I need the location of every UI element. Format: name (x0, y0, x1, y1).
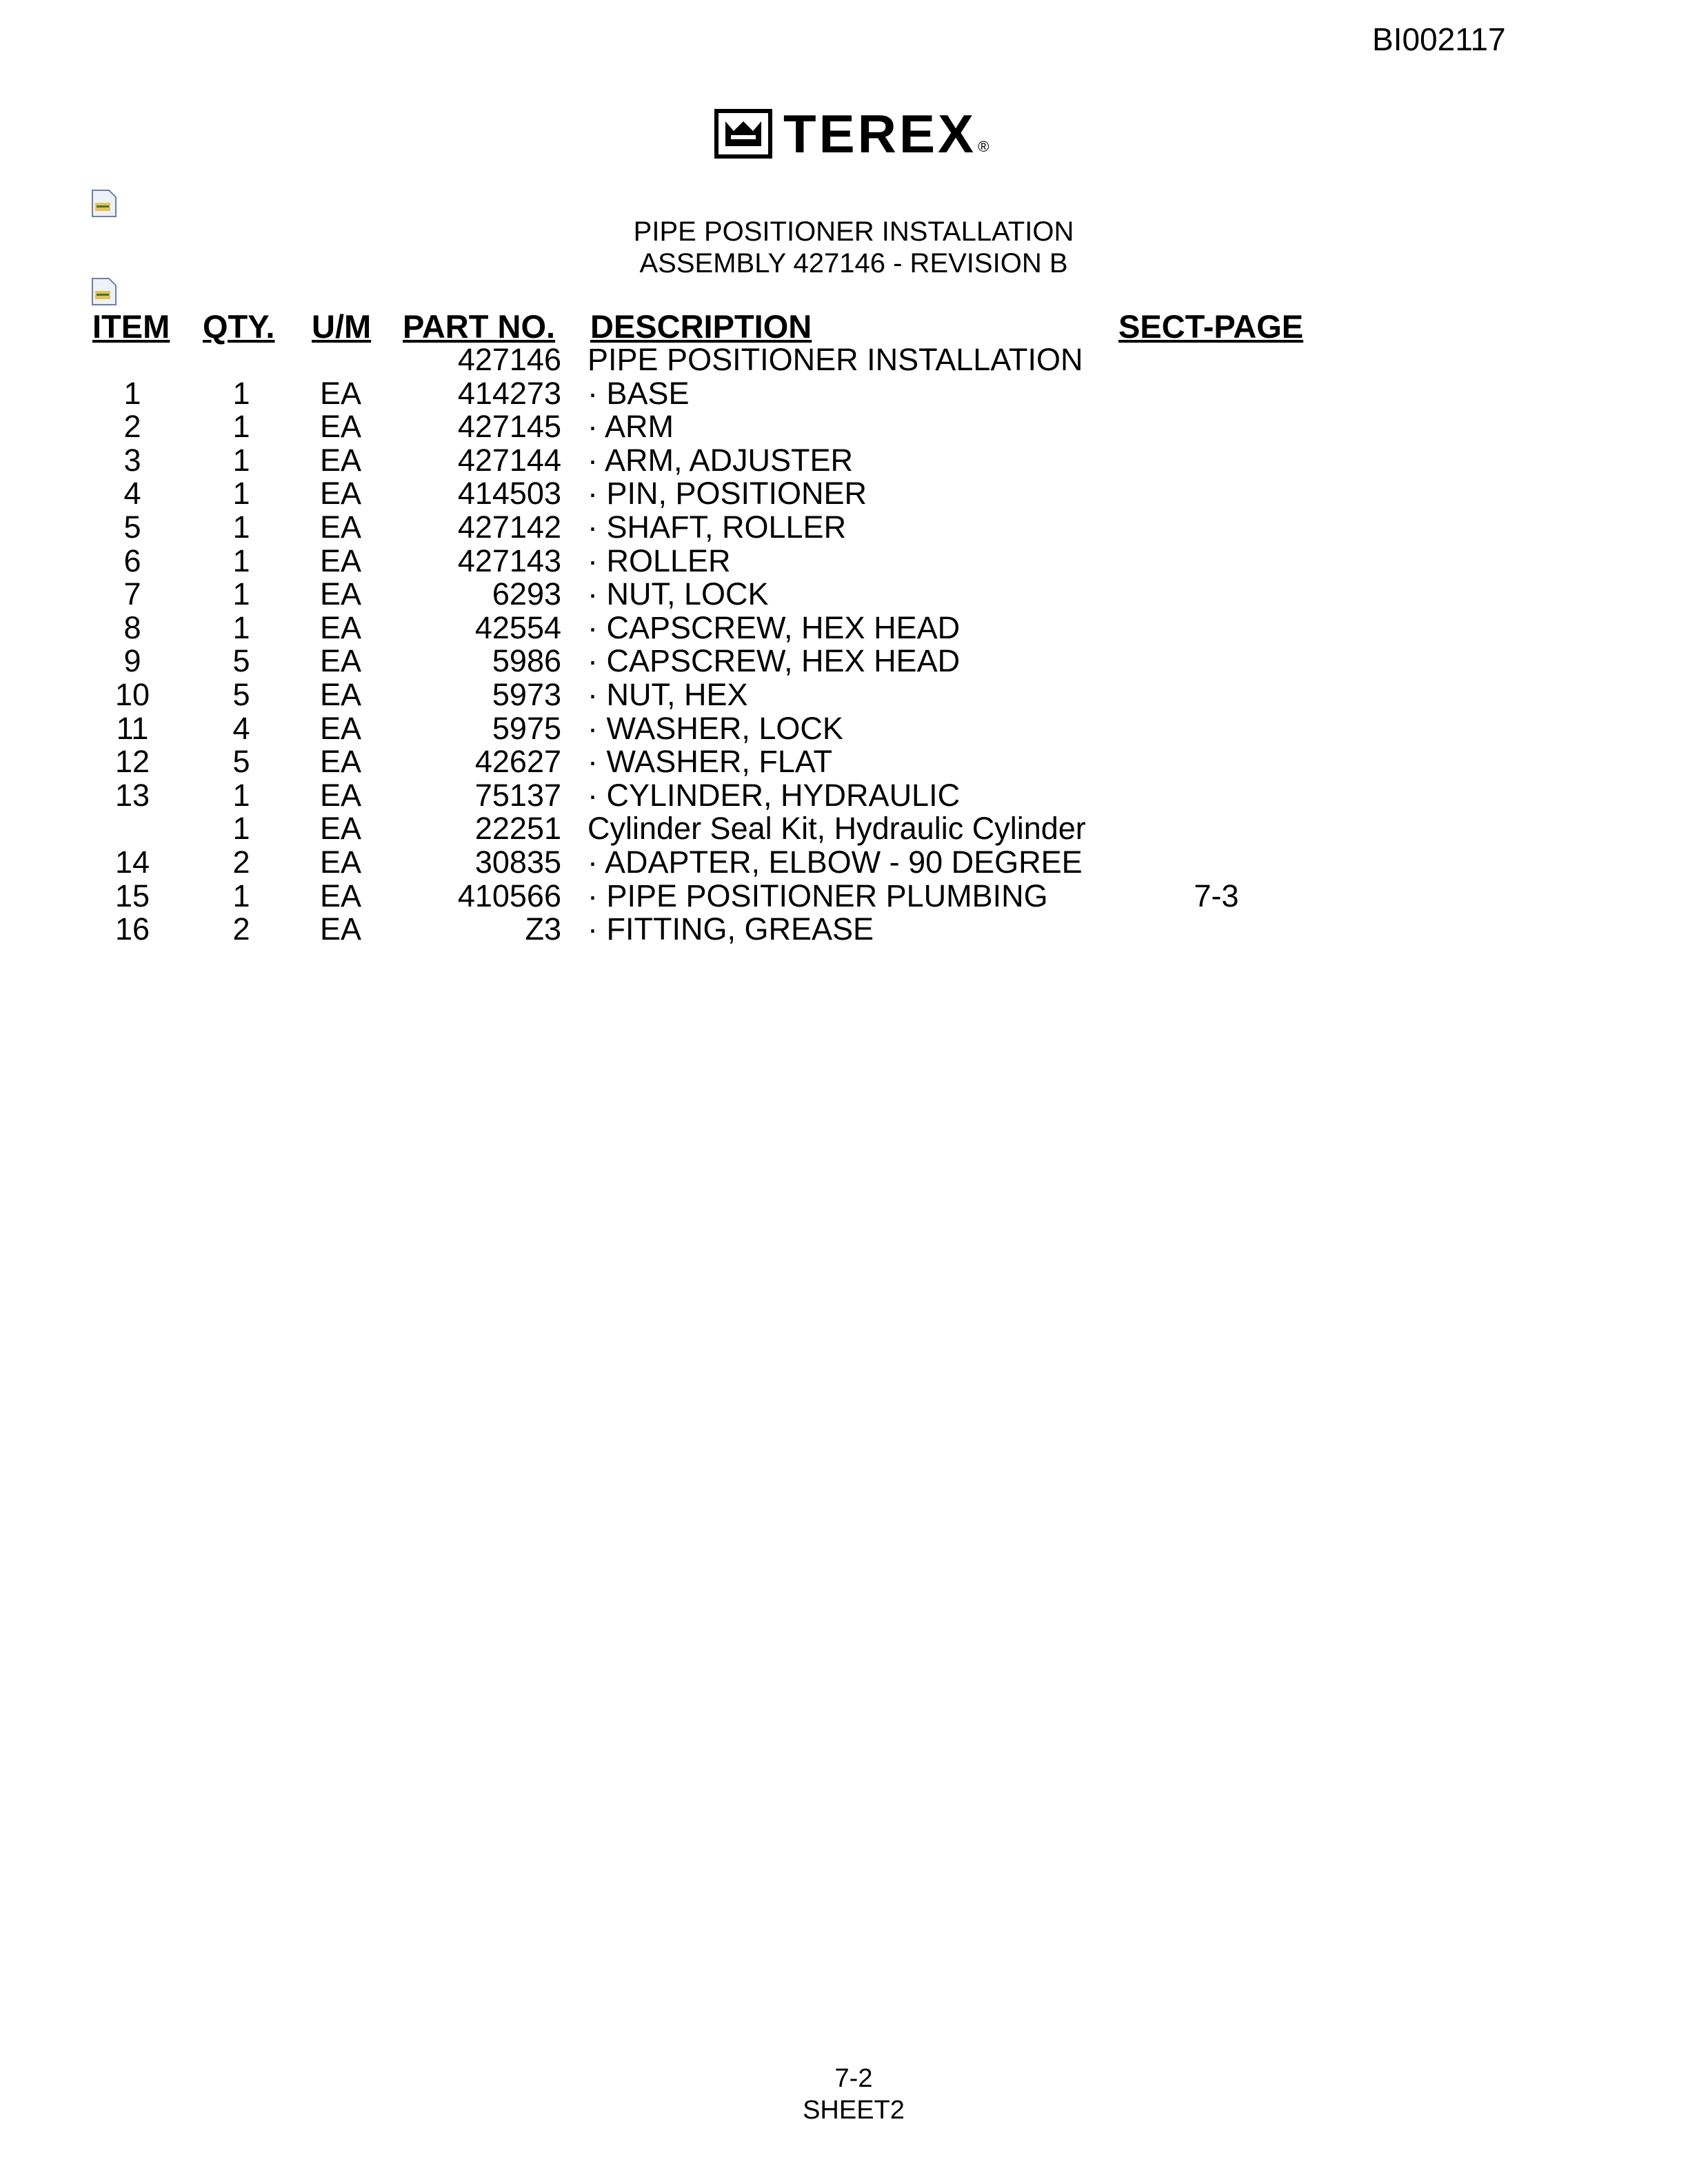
qty-cell: 4 (232, 711, 250, 746)
um-cell: EA (319, 878, 362, 913)
sect-page-cell: 7-3 (1194, 878, 1239, 913)
item-cell: 14 (114, 845, 150, 880)
part-number-cell: 22251 (474, 811, 561, 846)
qty-cell: 1 (232, 509, 250, 545)
qty-cell: 1 (232, 576, 250, 611)
item-cell: 3 (123, 443, 141, 478)
item-cell: 8 (123, 610, 141, 645)
item-cell: 9 (123, 643, 141, 678)
um-cell: EA (319, 643, 362, 678)
item-cell: 10 (114, 677, 150, 712)
description-cell: · ROLLER (587, 543, 731, 578)
um-cell: EA (319, 811, 362, 846)
item-cell: 13 (114, 778, 150, 813)
terex-crown-icon (714, 109, 772, 159)
um-cell: EA (319, 610, 362, 645)
description-cell: · BASE (587, 376, 690, 411)
part-number-cell: 42627 (474, 744, 561, 779)
description-cell: · NUT, HEX (587, 677, 748, 712)
item-cell: 1 (123, 376, 141, 411)
description-cell: · PIPE POSITIONER PLUMBING (587, 878, 1048, 913)
part-number-cell: 427145 (457, 409, 561, 444)
qty-cell: 1 (232, 811, 250, 846)
document-title: PIPE POSITIONER INSTALLATION (633, 216, 1074, 247)
qty-cell: 5 (232, 744, 250, 779)
sheet-label: SHEET2 (803, 2096, 905, 2125)
um-cell: EA (319, 911, 362, 947)
um-cell: EA (319, 476, 362, 511)
embedded-document-icon[interactable] (91, 189, 117, 218)
description-cell: · CAPSCREW, HEX HEAD (587, 610, 961, 645)
terex-logo (714, 103, 989, 164)
description-cell: · NUT, LOCK (587, 576, 769, 611)
description-cell: · FITTING, GREASE (587, 911, 874, 947)
part-number-cell: 6293 (492, 576, 561, 611)
qty-cell: 1 (232, 476, 250, 511)
part-number-cell: 427143 (457, 543, 561, 578)
item-cell: 15 (114, 878, 150, 913)
qty-cell: 2 (232, 911, 250, 947)
part-number-cell: 42554 (474, 610, 561, 645)
qty-cell: 5 (232, 677, 250, 712)
description-cell: · WASHER, LOCK (587, 711, 843, 746)
item-cell: 11 (116, 711, 149, 746)
qty-cell: 1 (232, 778, 250, 813)
um-cell: EA (319, 409, 362, 444)
um-cell: EA (319, 778, 362, 813)
um-cell: EA (319, 376, 362, 411)
part-number-cell: 427146 (457, 342, 561, 377)
part-number-cell: 75137 (474, 778, 561, 813)
um-cell: EA (319, 845, 362, 880)
item-cell: 12 (114, 744, 150, 779)
part-number-cell: 427144 (457, 443, 561, 478)
column-header-um: U/M (312, 308, 372, 345)
description-cell: · ADAPTER, ELBOW - 90 DEGREE (587, 845, 1083, 880)
description-cell: · ARM, ADJUSTER (587, 443, 854, 478)
part-number-cell: 5975 (492, 711, 561, 746)
registered-mark: ® (978, 138, 989, 155)
qty-cell: 2 (232, 845, 250, 880)
item-cell: 2 (123, 409, 141, 444)
page-number: 7-2 (834, 2064, 873, 2093)
description-cell: · PIN, POSITIONER (587, 476, 867, 511)
um-cell: EA (319, 677, 362, 712)
embedded-document-icon[interactable] (91, 277, 117, 306)
um-cell: EA (319, 543, 362, 578)
part-number-cell: 410566 (457, 878, 561, 913)
logo-wordmark: TEREX (783, 103, 977, 164)
document-id: BI002117 (1372, 21, 1506, 57)
um-cell: EA (319, 744, 362, 779)
column-header-qty: QTY. (203, 308, 275, 345)
description-cell: · WASHER, FLAT (587, 744, 833, 779)
um-cell: EA (319, 711, 362, 746)
description-cell: Cylinder Seal Kit, Hydraulic Cylinder (587, 811, 1086, 846)
part-number-cell: 414503 (457, 476, 561, 511)
column-header-description: DESCRIPTION (590, 308, 812, 345)
qty-cell: 1 (232, 543, 250, 578)
qty-cell: 1 (232, 409, 250, 444)
assembly-subtitle: ASSEMBLY 427146 - REVISION B (639, 248, 1068, 279)
part-number-cell: 5986 (492, 643, 561, 678)
item-cell: 16 (114, 911, 150, 947)
column-header-sect-page: SECT-PAGE (1118, 308, 1304, 345)
part-number-cell: 427142 (457, 509, 561, 545)
part-number-cell: 414273 (457, 376, 561, 411)
um-cell: EA (319, 509, 362, 545)
qty-cell: 1 (232, 376, 250, 411)
qty-cell: 5 (232, 643, 250, 678)
qty-cell: 1 (232, 610, 250, 645)
description-cell: PIPE POSITIONER INSTALLATION (587, 342, 1083, 377)
part-number-cell: Z3 (525, 911, 561, 947)
column-header-part-no: PART NO. (403, 308, 556, 345)
item-cell: 7 (123, 576, 141, 611)
part-number-cell: 30835 (474, 845, 561, 880)
item-cell: 6 (123, 543, 141, 578)
item-cell: 4 (123, 476, 141, 511)
um-cell: EA (319, 443, 362, 478)
description-cell: · CAPSCREW, HEX HEAD (587, 643, 961, 678)
part-number-cell: 5973 (492, 677, 561, 712)
um-cell: EA (319, 576, 362, 611)
qty-cell: 1 (232, 443, 250, 478)
qty-cell: 1 (232, 878, 250, 913)
description-cell: · SHAFT, ROLLER (587, 509, 847, 545)
description-cell: · CYLINDER, HYDRAULIC (587, 778, 961, 813)
column-header-item: ITEM (92, 308, 170, 345)
description-cell: · ARM (587, 409, 674, 444)
item-cell: 5 (123, 509, 141, 545)
